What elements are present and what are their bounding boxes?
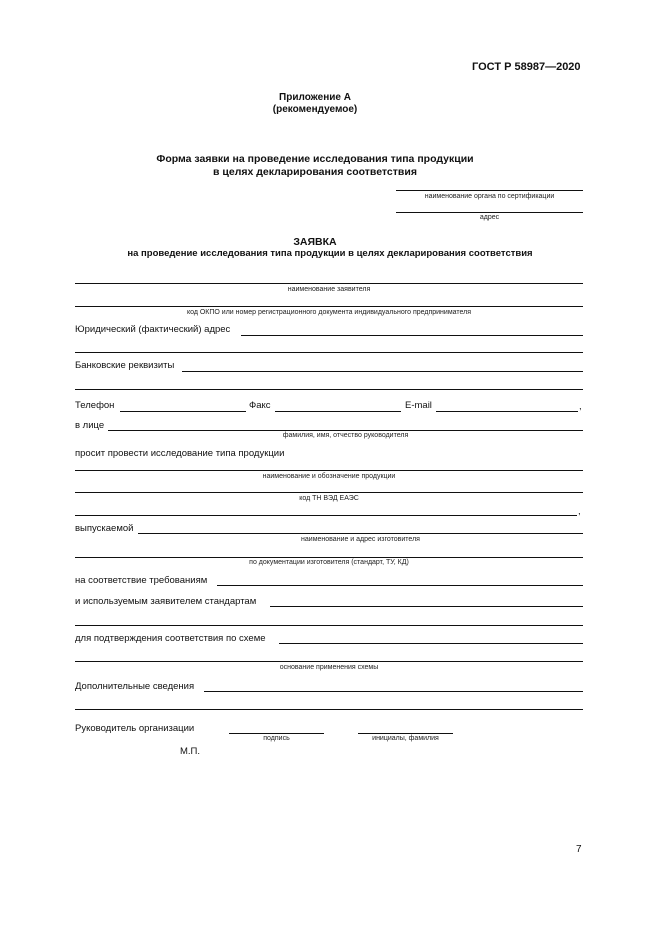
in-person-label: в лице (75, 420, 105, 431)
product-line[interactable] (75, 470, 583, 471)
head-org-label: Руководитель организации (75, 723, 195, 734)
signature-line[interactable] (229, 733, 324, 734)
cert-body-caption: наименование органа по сертификации (424, 193, 555, 200)
legal-address-label: Юридический (фактический) адрес (75, 324, 231, 335)
initials-caption: инициалы, фамилия (372, 735, 439, 742)
legal-address-line[interactable] (241, 335, 583, 336)
legal-address-line-2[interactable] (75, 352, 583, 353)
standards-line[interactable] (270, 606, 583, 607)
scheme-line-2[interactable] (75, 661, 583, 662)
manufacturer-caption: наименование и адрес изготовителя (301, 536, 420, 543)
scheme-label: для подтверждения соответствия по схеме (75, 633, 266, 644)
requirements-line[interactable] (217, 585, 583, 586)
tnved-caption: код ТН ВЭД ЕАЭС (299, 495, 359, 502)
scheme-basis-caption: основание применения схемы (279, 664, 379, 671)
manufacturer-line-2[interactable] (75, 557, 583, 558)
standards-line-2[interactable] (75, 625, 583, 626)
standard-code: ГОСТ Р 58987—2020 (472, 61, 581, 73)
page-number: 7 (576, 844, 582, 855)
applicant-name-caption: наименование заявителя (287, 286, 371, 293)
tnved-line[interactable] (75, 515, 577, 516)
bank-line[interactable] (182, 371, 583, 372)
product-line-2[interactable] (75, 492, 583, 493)
application-subtitle: на проведение исследования типа продукции в целях декларирования соответствия (127, 248, 533, 259)
email-line[interactable] (436, 411, 578, 412)
stamp-label: М.П. (180, 746, 201, 757)
scheme-line[interactable] (279, 643, 583, 644)
application-title: ЗАЯВКА (293, 236, 337, 248)
appendix-subtitle: (рекомендуемое) (272, 104, 358, 115)
requirements-label: на соответствие требованиям (75, 575, 208, 586)
additional-line-2[interactable] (75, 709, 583, 710)
form-title-line1: Форма заявки на проведение исследования типа продукции (156, 153, 474, 165)
cert-body-line[interactable] (396, 190, 583, 191)
bank-line-2[interactable] (75, 389, 583, 390)
tnved-comma: , (578, 506, 581, 517)
standards-label: и используемым заявителем стандартам (75, 596, 257, 607)
signature-caption: подпись (263, 735, 290, 742)
request-text: просит провести исследование типа продукции (75, 448, 285, 459)
phone-label: Телефон (75, 400, 115, 411)
manufacturer-line[interactable] (138, 533, 583, 534)
form-title-line2: в целях декларирования соответствия (213, 166, 417, 178)
head-name-caption: фамилия, имя, отчество руководителя (282, 432, 409, 439)
email-label: E-mail (405, 400, 432, 411)
address-line[interactable] (396, 212, 583, 213)
fax-line[interactable] (275, 411, 401, 412)
product-caption: наименование и обозначение продукции (262, 473, 396, 480)
manufactured-label: выпускаемой (75, 523, 134, 534)
docs-caption: по документации изготовителя (стандарт, ТУ, КД) (249, 559, 409, 566)
additional-line[interactable] (204, 691, 583, 692)
okpo-line[interactable] (75, 306, 583, 307)
applicant-name-line[interactable] (75, 283, 583, 284)
additional-label: Дополнительные сведения (75, 681, 195, 692)
address-caption: адрес (479, 214, 500, 221)
phone-row-comma: , (579, 401, 582, 412)
appendix-title: Приложение А (279, 92, 351, 103)
head-name-line[interactable] (108, 430, 583, 431)
bank-label: Банковские реквизиты (75, 360, 175, 371)
fax-label: Факс (249, 400, 271, 411)
initials-line[interactable] (358, 733, 453, 734)
okpo-caption: код ОКПО или номер регистрационного документа индивидуального предпринимателя (186, 309, 472, 316)
phone-line[interactable] (120, 411, 246, 412)
